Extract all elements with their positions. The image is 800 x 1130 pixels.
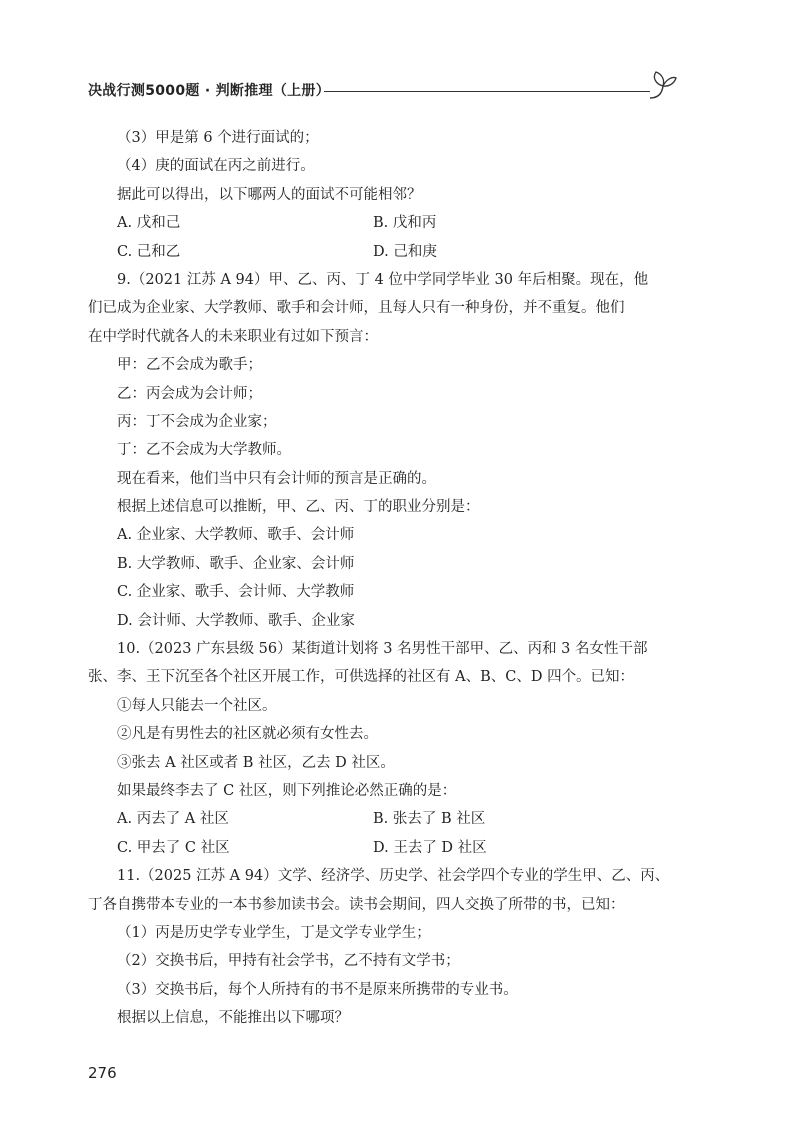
- option-a: A. 戊和己: [117, 215, 181, 232]
- running-header: [88, 78, 678, 108]
- options-row: [88, 805, 678, 833]
- condition-line: ②凡是有男性去的社区就必须有女性去。: [117, 726, 378, 743]
- option-b: B. 大学教师、歌手、企业家、会计师: [117, 555, 355, 572]
- question-9-text: 9.（2021 江苏 A 94）甲、乙、丙、丁 4 位中学同学毕业 30 年后相聚。现在，他: [117, 271, 649, 288]
- condition-line: （2）交换书后，甲持有社会学书，乙不持有文学书；: [117, 953, 460, 970]
- question-stem: 据此可以得出，以下哪两人的面试不可能相邻？: [117, 186, 422, 203]
- question-9-text: 现在看来，他们当中只有会计师的预言是正确的。: [117, 470, 436, 487]
- question-10-text: 张、李、王下沉至各个社区开展工作，可供选择的社区有 A、B、C、D 四个。已知：: [88, 669, 635, 686]
- prediction-line: 丙：丁不会成为企业家；: [117, 413, 277, 430]
- question-stem: 根据上述信息可以推断，甲、乙、丙、丁的职业分别是：: [117, 499, 480, 516]
- options-row: [88, 238, 678, 266]
- page-number: 276: [88, 1064, 117, 1082]
- option-b: B. 戊和丙: [373, 215, 437, 232]
- header-rule: [324, 91, 650, 92]
- book-title: 决战行测5000题 · 判断推理（上册）: [88, 83, 331, 99]
- question-10-text: 10.（2023 广东县级 56）某街道计划将 3 名男性干部甲、乙、丙和 3 名女性干部: [117, 641, 648, 658]
- option-c: C. 甲去了 C 社区: [117, 839, 230, 856]
- prediction-line: 丁：乙不会成为大学教师。: [117, 442, 291, 459]
- option-b: B. 张去了 B 社区: [373, 811, 486, 828]
- condition-line: （1）丙是历史学专业学生，丁是文学专业学生；: [117, 924, 431, 941]
- option-a: A. 丙去了 A 社区: [117, 811, 229, 828]
- option-a: A. 企业家、大学教师、歌手、会计师: [117, 527, 355, 544]
- question-11-text: 11.（2025 江苏 A 94）文学、经济学、历史学、社会学四个专业的学生甲、乙、丙、: [117, 868, 670, 885]
- options-row: [88, 209, 678, 237]
- option-d: D. 会计师、大学教师、歌手、企业家: [117, 612, 355, 629]
- sprout-leaf-icon: [648, 68, 678, 102]
- options-row: [88, 834, 678, 862]
- prediction-line: 乙：丙会成为会计师；: [117, 385, 262, 402]
- prediction-line: 甲：乙不会成为歌手；: [117, 357, 262, 374]
- condition-line: （4）庚的面试在丙之前进行。: [117, 158, 315, 175]
- condition-line: ①每人只能去一个社区。: [117, 697, 277, 714]
- question-stem: 如果最终李去了 C 社区，则下列推论必然正确的是：: [117, 782, 457, 799]
- question-9-text: 在中学时代就各人的未来职业有过如下预言：: [88, 328, 378, 345]
- option-d: D. 己和庚: [373, 243, 437, 260]
- condition-line: （3）交换书后，每个人所持有的书不是原来所携带的专业书。: [117, 981, 518, 998]
- option-c: C. 己和乙: [117, 243, 181, 260]
- condition-line: （3）甲是第 6 个进行面试的；: [117, 130, 319, 146]
- question-9-text: 们已成为企业家、大学教师、歌手和会计师，且每人只有一种身份，并不重复。他们: [88, 300, 625, 317]
- option-c: C. 企业家、歌手、会计师、大学教师: [117, 584, 355, 601]
- page-body: [88, 124, 678, 1033]
- question-11-text: 丁各自携带本专业的一本书参加读书会。读书会期间，四人交换了所带的书，已知：: [88, 896, 625, 913]
- question-stem: 根据以上信息，不能推出以下哪项？: [117, 1010, 349, 1027]
- condition-line: ③张去 A 社区或者 B 社区，乙去 D 社区。: [117, 754, 395, 771]
- option-d: D. 王去了 D 社区: [373, 839, 487, 856]
